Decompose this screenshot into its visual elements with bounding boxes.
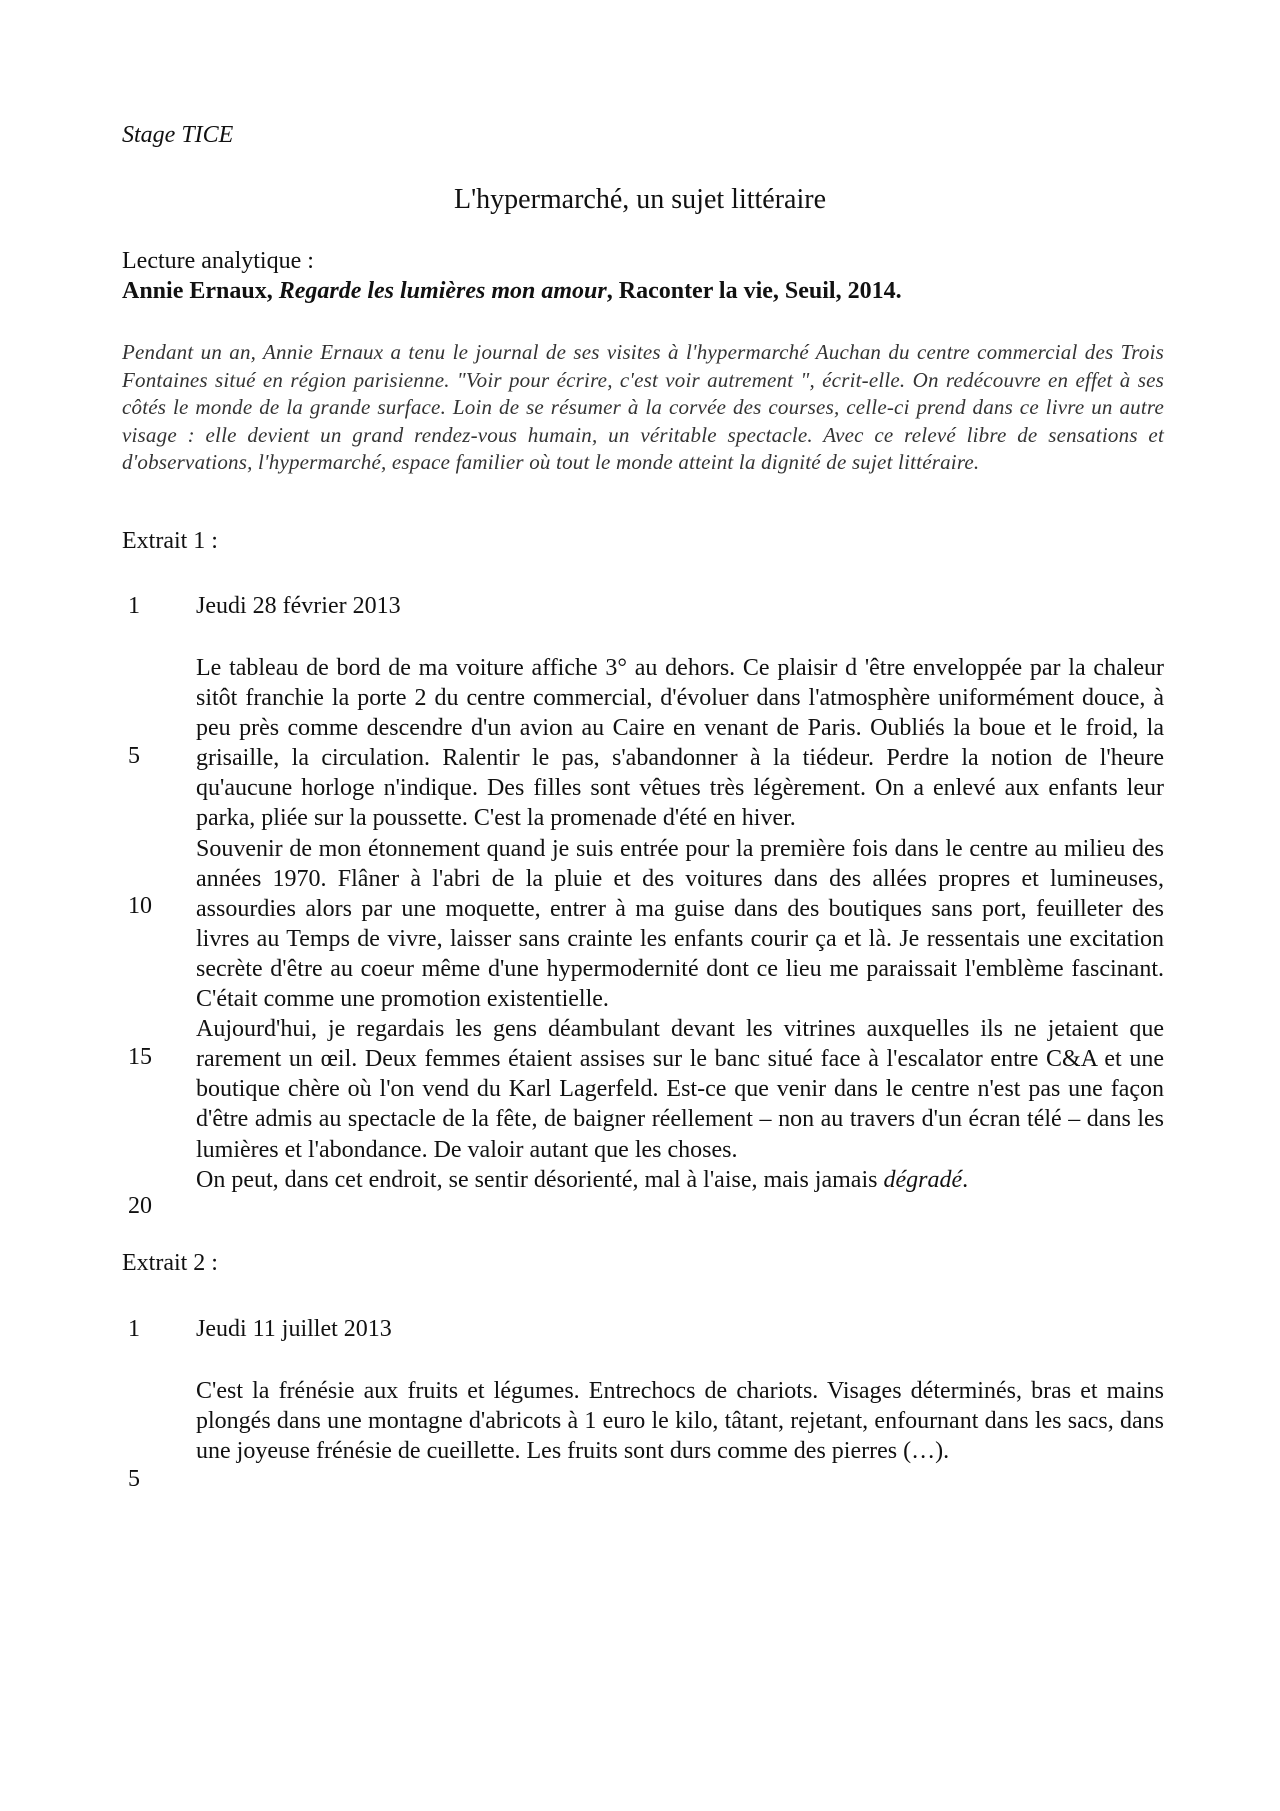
extract-1-text-end: . — [962, 1166, 969, 1193]
extract-1-line-number: 20 — [128, 1193, 152, 1219]
extract-1-line-number: 10 — [128, 893, 152, 919]
extract-2-date: Jeudi 11 juillet 2013 — [196, 1316, 392, 1342]
book-reference — [122, 278, 902, 305]
extract-2-line-number: 1 — [128, 1316, 140, 1342]
reference-book-title: Regarde les lumières mon amour — [278, 278, 607, 304]
extract-1-date: Jeudi 28 février 2013 — [196, 593, 401, 619]
extract-1-text — [196, 653, 1164, 1195]
extract-1-emphasis: dégradé — [883, 1166, 963, 1193]
reference-rest: , Raconter la vie, Seuil, 2014. — [606, 278, 902, 304]
extract-1-line-number: 5 — [128, 743, 140, 769]
extract-2-line-number: 5 — [128, 1466, 140, 1492]
extract-1-line-number: 15 — [128, 1044, 152, 1070]
extract-1-line-number: 1 — [128, 593, 140, 619]
page-title: L'hypermarché, un sujet littéraire — [454, 184, 826, 215]
extract-1-label: Extrait 1 : — [122, 528, 218, 554]
extract-1-text-main: Le tableau de bord de ma voiture affiche 3° au dehors. Ce plaisir d 'être enveloppée par la chaleur sitôt franchie la porte 2 du centre commercial, d'évoluer dans l'atmosphère uniformément douce, à peu près comme descendre d'un avion au Caire en venant de Paris. Oubliés la boue et le froid, la grisaille, la circulation. Ralentir le pas, s'abandonner à la tiédeur. Perdre la notion de l'heure qu'aucune horloge n'indique. Des filles sont vêtues très légèrement. On a enlevé aux enfants leur parka, pliée sur la poussette. C'est la promenade d'été en hiver. Souvenir de mon étonnement quand je suis entrée pour la première fois dans le centre au milieu des années 1970. Flâner à l'abri de la pluie et des voitures dans des allées propres et lumineuses, assourdies alors par une moquette, entrer à ma guise dans des boutiques sans port, feuilleter des livres au Temps de vivre, laisser sans crainte les enfants courir ça et là. Je ressentais une excitation secrète d'être au coeur même d'une hypermodernité dont ce lieu me paraissait l'emblème fascinant. C'était comme une promotion existentielle. Aujourd'hui, je regardais les gens déambulant devant les vitrines auxquelles ils ne jetaient que rarement un œil. Deux femmes étaient assises sur le banc situé face à l'escalator entre C&A et une boutique chère où l'on vend du Karl Lagerfeld. Est-ce que venir dans le centre n'est pas une façon d'être admis au spectacle de la fête, de baigner réellement – non au travers d'un écran télé – dans les lumières et l'abondance. De valoir autant que les choses. On peut, dans cet endroit, se sentir désorienté, mal à l'aise, mais jamais — [196, 655, 1164, 1193]
extract-2-label: Extrait 2 : — [122, 1250, 218, 1276]
reference-author: Annie Ernaux, — [122, 278, 273, 304]
extract-2-text: C'est la frénésie aux fruits et légumes. Entrechocs de chariots. Visages déterminés, bras et mains plongés dans une montagne d'abricots à 1 euro le kilo, tâtant, rejetant, enfournant dans les sacs, dans une joyeuse frénésie de cueillette. Les fruits sont durs comme des pierres (…). — [196, 1378, 1164, 1465]
intro-paragraph: Pendant un an, Annie Ernaux a tenu le journal de ses visites à l'hypermarché Auchan du centre commercial des Trois Fontaines situé en région parisienne. "Voir pour écrire, c'est voir autrement ", écrit-elle. On redécouvre en effet à ses côtés le monde de la grande surface. Loin de se résumer à la corvée des courses, celle-ci prend dans ce livre un autre visage : elle devient un grand rendez-vous humain, un véritable spectacle. Avec ce relevé libre de sensations et d'observations, l'hypermarché, espace familier où tout le monde atteint la dignité de sujet littéraire. — [122, 340, 1164, 474]
header-label: Stage TICE — [122, 122, 234, 148]
lecture-label: Lecture analytique : — [122, 248, 314, 274]
